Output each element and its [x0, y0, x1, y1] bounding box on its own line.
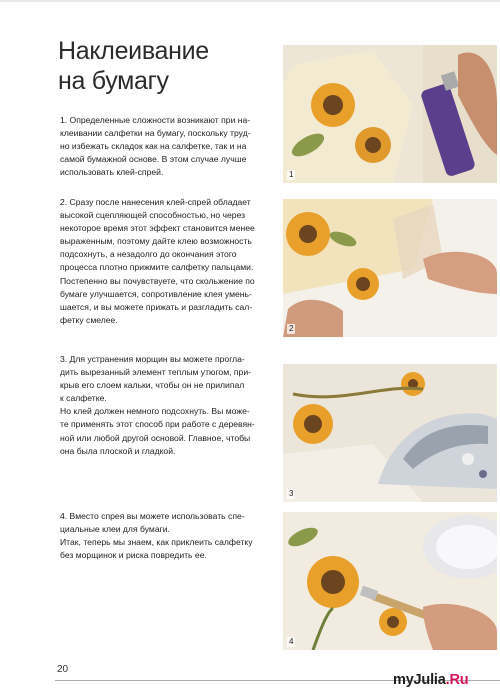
top-border: [0, 0, 500, 2]
photo-spray-glue: [283, 45, 497, 183]
photo-3-illustration: [283, 364, 497, 502]
watermark-dot: .: [445, 672, 450, 688]
title-line-2: на бумагу: [58, 67, 169, 95]
photo-1-number: 1: [289, 170, 294, 179]
step-4-paragraph: 4. Вместо спрея вы можете использовать спе- циальные клеи для бумаги. Итак, теперь мы знаем, как приклеить салфетку без морщинок и риска повредить ее.: [60, 511, 253, 561]
watermark-tld: Ru: [449, 672, 469, 688]
step-4-text: [60, 510, 275, 562]
step-1-paragraph: 1. Определенные сложности возникают при на- клеивании салфетки на бумагу, поскольку труд- но избежать складок как на салфетке, так и на самой бумажной основе. В этом случае лучше использовать клей-спрей.: [60, 115, 251, 178]
step-3-paragraph: 3. Для устранения морщин вы можете прогла- дить вырезанный элемент теплым утюгом, при- крыв его слоем кальки, чтобы он не прилипал к салфетке. Но клей должен немного подсохнуть. Вы може- те применять этот способ при работе с деревян- ной или любой другой основой. Главное, чтобы она была плоской и гладкой.: [60, 354, 255, 456]
photo-4-number: 4: [289, 637, 294, 646]
photo-2-number: 2: [289, 324, 294, 333]
photo-brush-glue: [283, 512, 497, 650]
site-watermark: [393, 672, 468, 688]
photo-2-illustration: [283, 199, 497, 337]
step-2-text: [60, 196, 275, 327]
photo-1-illustration: [283, 45, 497, 183]
photo-press-napkin: [283, 199, 497, 337]
step-2-paragraph: 2. Сразу после нанесения клей-спрей обладает высокой сцепляющей способностью, но через некоторое время этот эффект становится менее выраженным, поэтому дайте клею возможность подсохнуть, а незадолго до окончания этого процесса плотно прижмите салфетку пальцами. Постепенно вы почувствуете, что скольжение по бумаге улучшается, сопротивление клея умень- шается, и вы можете прижать и разгладить сал- фетку смелее.: [60, 197, 255, 325]
page-title: [58, 36, 268, 96]
photo-4-illustration: [283, 512, 497, 650]
page-number: 20: [57, 664, 69, 675]
photo-3-number: 3: [289, 489, 294, 498]
watermark-name: myJulia: [393, 672, 446, 688]
step-1-text: [60, 114, 275, 179]
photo-ironing: [283, 364, 497, 502]
title-line-1: Наклеивание: [58, 37, 209, 65]
step-3-text: [60, 353, 275, 458]
